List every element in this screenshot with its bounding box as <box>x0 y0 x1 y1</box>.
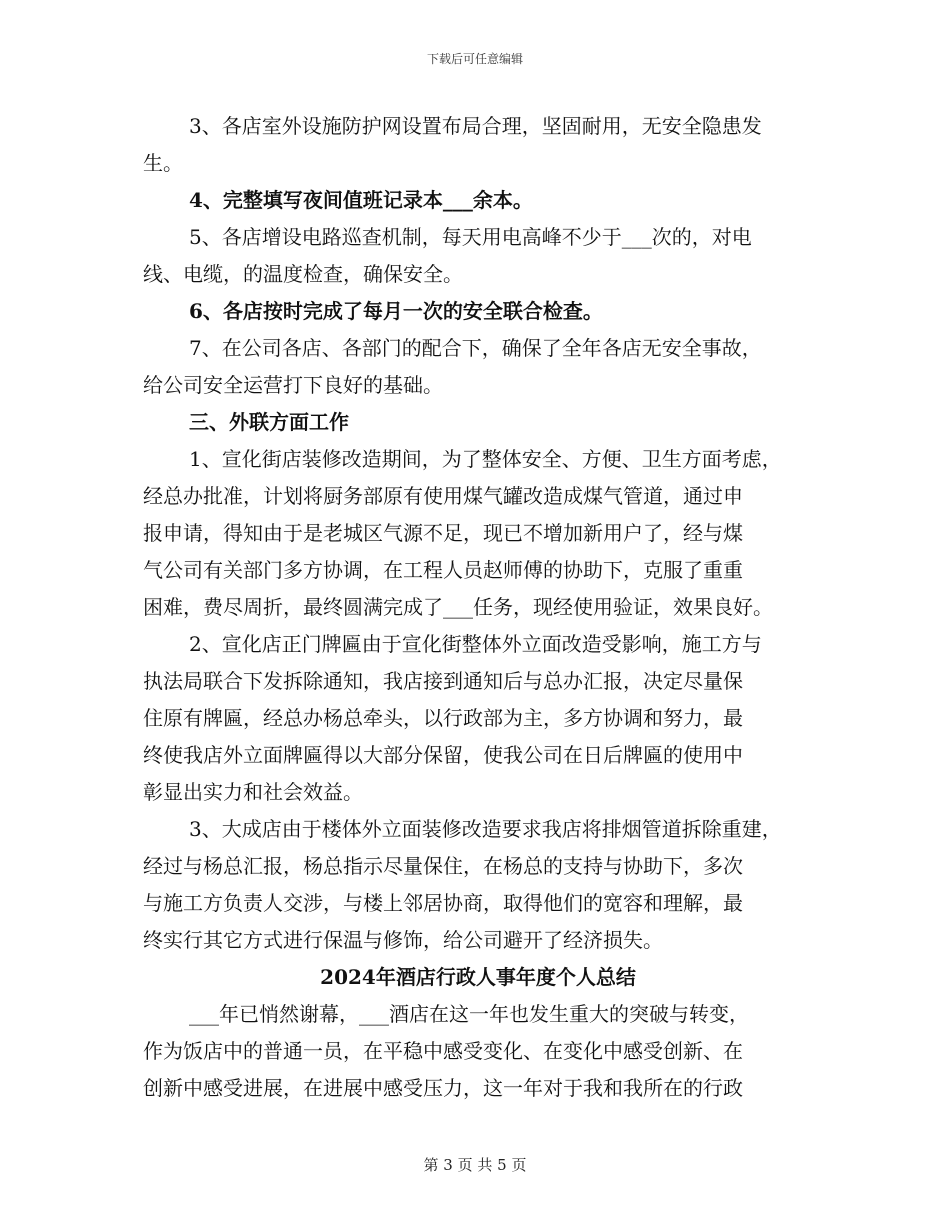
page-footer: 第 3 页 共 5 页 <box>423 1156 527 1174</box>
text-line: 5、各店增设电路巡查机制，每天用电高峰不少于___次的，对电 <box>189 225 752 249</box>
text-line: 生。 <box>143 151 183 175</box>
text-line: ___年已悄然谢幕，___酒店在这一年也发生重大的突破与转变， <box>189 1002 749 1026</box>
text-line: 7、在公司各店、各部门的配合下，确保了全年各店无安全事故， <box>189 336 762 360</box>
text-line: 线、电缆，的温度检查，确保安全。 <box>143 262 463 286</box>
text-line: 6、各店按时完成了每月一次的安全联合检查。 <box>189 299 603 323</box>
text-line: 创新中感受进展，在进展中感受压力，这一年对于我和我所在的行政 <box>143 1076 743 1100</box>
text-line: 三、外联方面工作 <box>189 410 349 434</box>
text-line: 3、各店室外设施防护网设置布局合理，坚固耐用，无安全隐患发 <box>189 114 762 138</box>
text-line: 1、宣化街店装修改造期间，为了整体安全、方便、卫生方面考虑， <box>189 447 782 471</box>
text-line: 气公司有关部门多方协调，在工程人员赵师傅的协助下，克服了重重 <box>143 558 743 582</box>
text-line: 经过与杨总汇报，杨总指示尽量保住，在杨总的支持与协助下，多次 <box>143 854 743 878</box>
section-title: 2024年酒店行政人事年度个人总结 <box>320 965 636 989</box>
text-line: 给公司安全运营打下良好的基础。 <box>143 373 443 397</box>
text-line: 与施工方负责人交涉，与楼上邻居协商，取得他们的宽容和理解，最 <box>143 891 743 915</box>
text-line: 终使我店外立面牌匾得以大部分保留，使我公司在日后牌匾的使用中 <box>143 743 743 767</box>
text-line: 住原有牌匾，经总办杨总牵头，以行政部为主，多方协调和努力，最 <box>143 706 743 730</box>
page-header: 下载后可任意编辑 <box>426 52 523 66</box>
text-line: 作为饭店中的普通一员，在平稳中感受变化、在变化中感受创新、在 <box>143 1039 743 1063</box>
text-line: 彰显出实力和社会效益。 <box>143 780 363 804</box>
text-line: 4、完整填写夜间值班记录本___余本。 <box>189 188 533 212</box>
text-line: 困难，费尽周折，最终圆满完成了___任务，现经使用验证，效果良好。 <box>143 595 773 619</box>
text-line: 经总办批准，计划将厨务部原有使用煤气罐改造成煤气管道，通过申 <box>143 484 743 508</box>
text-line: 终实行其它方式进行保温与修饰，给公司避开了经济损失。 <box>143 928 663 952</box>
text-line: 2、宣化店正门牌匾由于宣化街整体外立面改造受影响，施工方与 <box>189 632 762 656</box>
text-line: 报申请，得知由于是老城区气源不足，现已不增加新用户了，经与煤 <box>143 521 743 545</box>
text-line: 3、大成店由于楼体外立面装修改造要求我店将排烟管道拆除重建， <box>189 817 782 841</box>
document-body <box>143 108 813 1107</box>
text-line: 执法局联合下发拆除通知，我店接到通知后与总办汇报，决定尽量保 <box>143 669 743 693</box>
